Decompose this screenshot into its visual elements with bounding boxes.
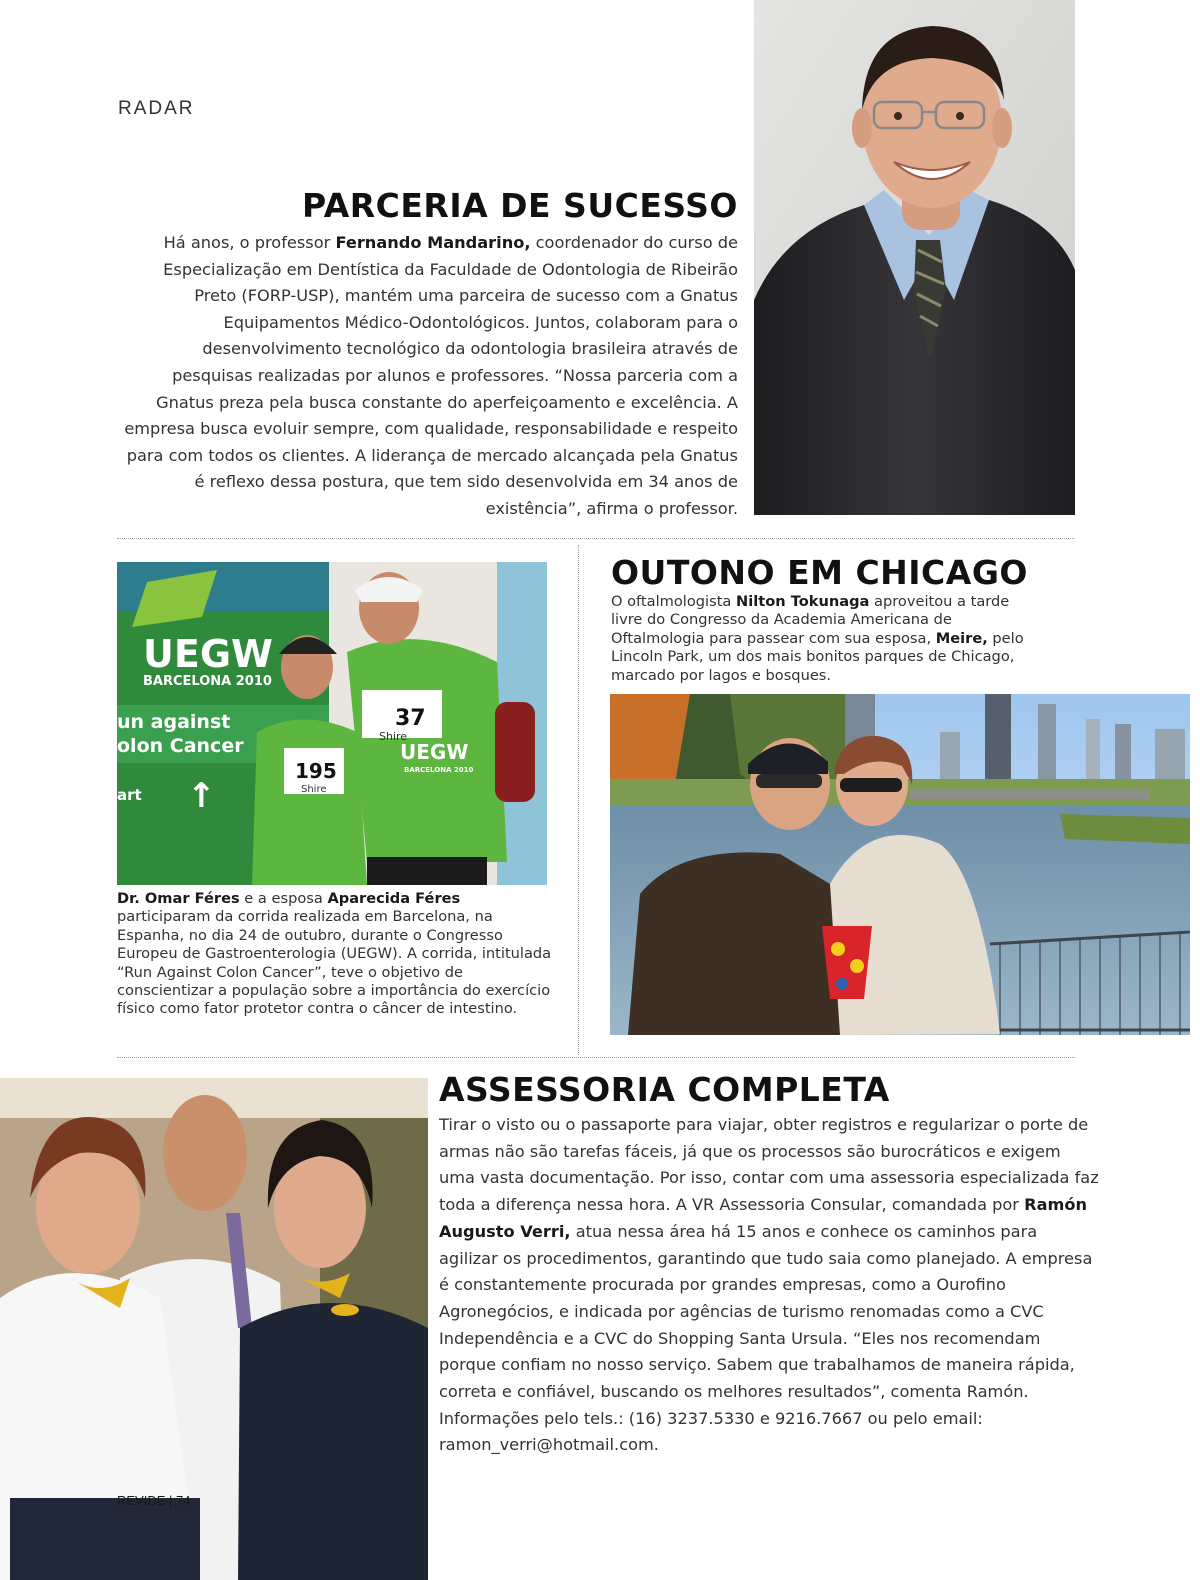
text-run: O oftalmologista <box>611 593 737 610</box>
caption-omar-feres <box>117 890 557 1019</box>
article-assessoria-body <box>439 1112 1099 1459</box>
bib-sponsor-woman: Shire <box>301 784 327 795</box>
headline-parceria: PARCERIA DE SUCESSO <box>302 186 738 225</box>
text-run: Tirar o visto ou o passaporte para viajar, obter registros e regularizar o porte de armas não são tarefas fáceis, já que os processos são burocráticos e exigem uma vasta documentação. Por isso, contar com uma assessoria especializada faz toda a diferença nessa hora. A VR Assessoria Consular, comandada por <box>439 1115 1099 1215</box>
page-footer <box>117 1493 191 1508</box>
shirt-barcelona-text: BARCELONA 2010 <box>404 766 474 774</box>
text-run: coordenador do curso de Especialização em Dentística da Faculdade de Odontologia de Ribeirão Preto (FORP-USP), mantém uma parceira de sucesso com a Gnatus Equipamentos Médico-Odontológicos. Juntos, colaboram para o desenvolvimento tecnológico da odontologia brasileira através de pesquisas realizadas por alunos e professores. “Nossa parceria com a Gnatus preza pela busca constante do aperfeiçoamento e excelência. A empresa busca evoluir sempre, com qualidade, responsabilidade e respeito para com todos os clientes. A liderança de mercado alcançada pela Gnatus é reflexo dessa postura, que tem sido desenvolvida em 34 anos de existência”, afirma o professor. <box>124 233 738 518</box>
photo-vr-assessoria-team <box>0 1078 428 1580</box>
headline-outono: OUTONO EM CHICAGO <box>611 553 1028 592</box>
footer-separator: | <box>169 1493 173 1508</box>
photo-fernando-mandarino <box>754 0 1075 515</box>
name-aparecida-feres: Aparecida Féres <box>327 890 461 907</box>
divider-vertical <box>578 545 579 1055</box>
article-outono-body <box>611 593 1031 685</box>
footer-magazine-name: REVIDE <box>117 1493 166 1508</box>
banner-run-line2: olon Cancer <box>117 735 244 757</box>
article-parceria-body <box>118 230 738 523</box>
footer-page-number: 74 <box>176 1493 191 1508</box>
text-run: aproveitou a tarde livre do Congresso da Academia Americana de Oftalmologia para passear com sua esposa, <box>611 593 1010 647</box>
text-run: atua nessa área há 15 anos e conhece os caminhos para agilizar os procedimentos, garantindo que tudo saia como planejado. A empresa é constantemente procurada por grandes empresas, como a Ourofino Agronegócios, e indicada por agências de turismo renomadas como a CVC Independência e a CVC do Shopping Santa Ursula. “Eles nos recomendam porque confiam no nosso serviço. Sabem que trabalhamos de maneira rápida, correta e confiável, buscando os melhores resultados”, comenta Ramón. Informações pelo tels.: (16) 3237.5330 e 9216.7667 ou pelo email: ramon_verri@hotmail.com. <box>439 1221 1093 1455</box>
name-meire: Meire, <box>935 629 988 647</box>
name-fernando-mandarino: Fernando Mandarino, <box>335 233 531 252</box>
banner-run-line1: un against <box>117 711 231 733</box>
banner-uegw-text: UEGW <box>143 632 273 676</box>
photo-run-barcelona <box>117 562 547 885</box>
text-run: participaram da corrida realizada em Barcelona, na Espanha, no dia 24 de outubro, durante o Congresso Europeu de Gastroenterologia (UEGW). A corrida, intitulada “Run Against Colon Cancer”, teve o objetivo de conscientizar a população sobre a importância do exercício físico como fator protetor contra o câncer de intestino. <box>117 908 552 1018</box>
banner-barcelona-text: BARCELONA 2010 <box>143 674 272 689</box>
arrow-up-icon: ↑ <box>187 776 216 816</box>
shirt-uegw-text: UEGW <box>400 740 469 764</box>
photo-chicago-lincoln-park <box>610 694 1190 1035</box>
bib-sponsor-man: Shire <box>379 730 408 743</box>
text-run: pelo Lincoln Park, um dos mais bonitos parques de Chicago, marcado por lagos e bosques. <box>611 629 1024 684</box>
text-run: e a esposa <box>239 890 328 907</box>
banner-start-text: art <box>117 786 142 804</box>
divider-top <box>117 538 1075 539</box>
section-label: RADAR <box>118 98 195 119</box>
name-nilton-tokunaga: Nilton Tokunaga <box>736 593 870 610</box>
divider-middle <box>117 1057 1075 1058</box>
headline-assessoria: ASSESSORIA COMPLETA <box>439 1070 890 1109</box>
bib-number-man: 37 <box>395 706 426 731</box>
text-run: Há anos, o professor <box>163 233 336 252</box>
bib-number-woman: 195 <box>295 759 337 783</box>
name-omar-feres: Dr. Omar Féres <box>117 890 240 907</box>
name-ramon-augusto-verri: Ramón Augusto Verri, <box>439 1195 1088 1241</box>
